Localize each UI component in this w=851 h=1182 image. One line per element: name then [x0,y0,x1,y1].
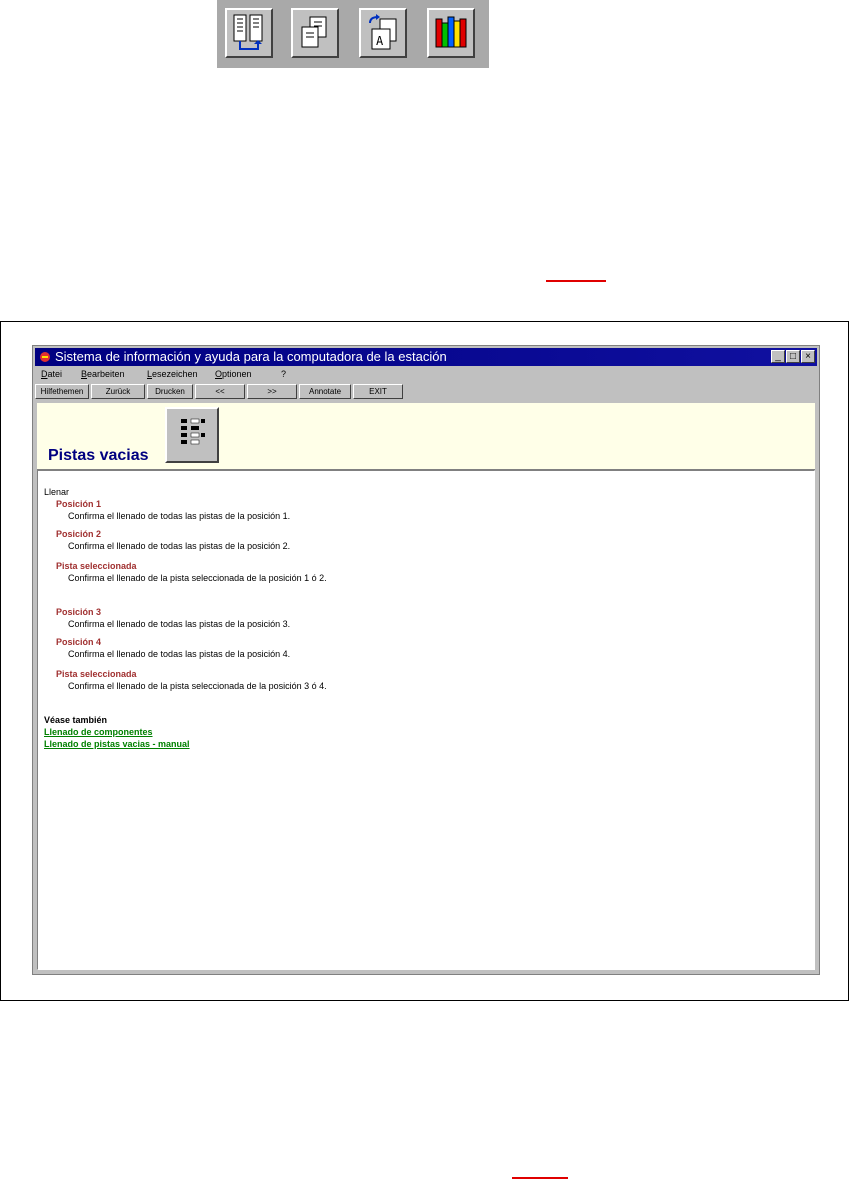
item-title: Pista seleccionada [56,561,137,571]
topic-content [37,470,815,970]
item-desc: Confirma el llenado de la pista seleccionada de la posición 1 ó 2. [68,573,327,583]
item-desc: Confirma el llenado de todas las pistas de la posición 4. [68,649,291,659]
help-window [32,345,820,975]
app-icon [39,351,51,363]
item-title: Posición 3 [56,607,102,617]
see-also-label: Véase también [44,715,108,725]
item-title: Pista seleccionada [56,669,137,679]
link-llenado-componentes[interactable]: Llenado de componentes [44,727,153,737]
icon-toolbar [217,0,489,68]
menu-lesezeichen[interactable]: Lesezeichen [147,369,198,379]
menu-optionen[interactable]: Optionen [215,369,252,379]
topic-title: Pistas vacias [48,447,149,464]
item-desc: Confirma el llenado de todas las pistas de la posición 3. [68,619,291,629]
previous-button[interactable]: << [195,384,245,399]
menu-datei[interactable]: Datei [41,369,63,379]
item-title: Posición 4 [56,637,102,647]
item-desc: Confirma el llenado de todas las pistas de la posición 1. [68,511,291,521]
window-title: Sistema de información y ayuda para la computadora de la estación [55,349,447,364]
menu-bar [35,367,817,382]
print-button[interactable]: Drucken [147,384,193,399]
annotate-button[interactable]: Annotate [299,384,351,399]
item-desc: Confirma el llenado de la pista seleccionada de la posición 3 ó 4. [68,681,327,691]
item-title: Posición 2 [56,529,102,539]
maximize-button[interactable]: □ [786,350,800,363]
two-page-compare-icon[interactable] [225,8,273,58]
item-desc: Confirma el llenado de todas las pistas de la posición 2. [68,541,291,551]
menu-help[interactable]: ? [281,369,287,379]
stacked-documents-icon[interactable] [291,8,339,58]
topic-header [37,403,815,470]
exit-button[interactable]: EXIT [353,384,403,399]
close-button[interactable]: × [801,350,815,363]
books-icon[interactable] [427,8,475,58]
empty-tracks-icon [165,407,219,463]
intro-text: Llenar [44,487,70,497]
back-button[interactable]: Zurück [91,384,145,399]
title-bar [35,348,817,366]
next-button[interactable]: >> [247,384,297,399]
red-mark [512,1177,568,1179]
minimize-button[interactable]: _ [771,350,785,363]
refresh-document-icon[interactable] [359,8,407,58]
red-mark [546,280,606,282]
svg-text:A: A [376,34,384,48]
item-title: Posición 1 [56,499,102,509]
menu-bearbeiten[interactable]: Bearbeiten [81,369,125,379]
link-llenado-pistas-manual[interactable]: Llenado de pistas vacias - manual [44,739,190,749]
button-bar [35,384,817,400]
hilfethemen-button[interactable]: Hilfethemen [35,384,89,399]
